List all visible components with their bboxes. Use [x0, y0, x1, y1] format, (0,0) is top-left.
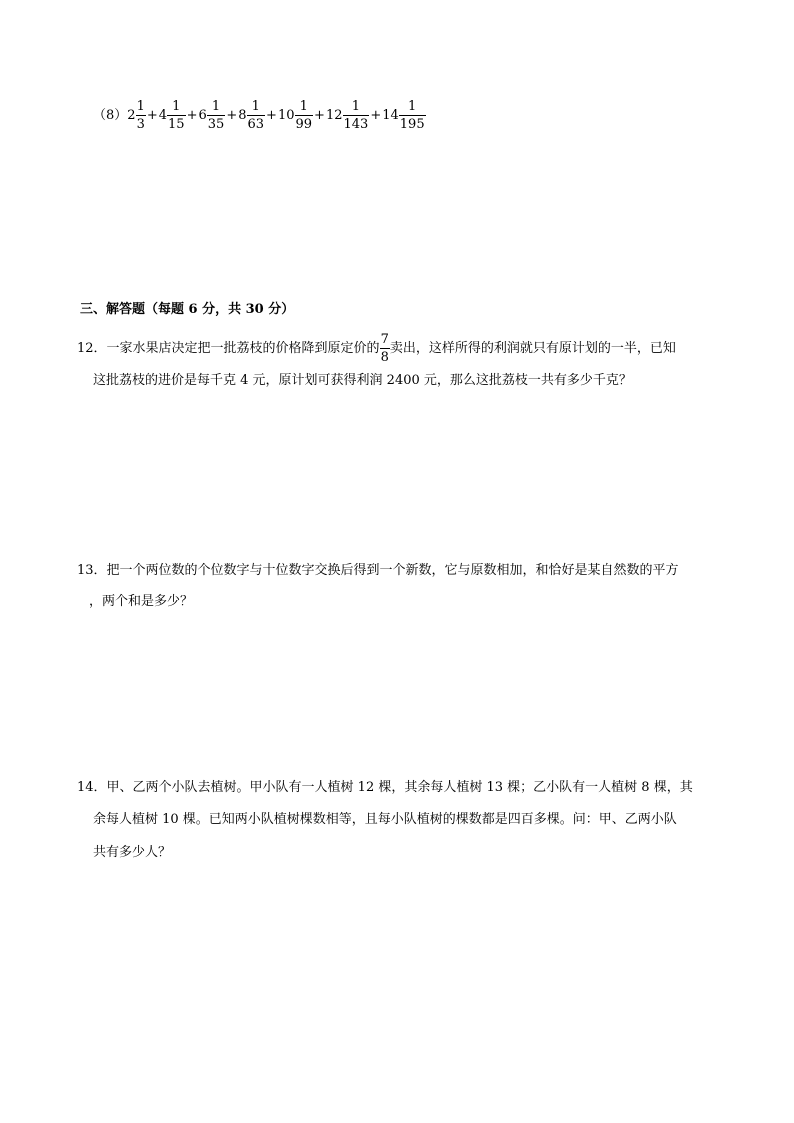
q13-text-line1: 把一个两位数的个位数字与十位数字交换后得到一个新数，它与原数相加，和恰好是某自然数的平方 — [106, 563, 679, 578]
q12-fraction-numerator: 7 — [380, 332, 389, 347]
fraction-denominator: 195 — [399, 117, 425, 132]
fraction-denominator: 35 — [207, 117, 225, 132]
mixed-number-fraction — [295, 100, 314, 131]
q12-text-after-fraction: 卖出，这样所得的利润就只有原计划的一半，已知 — [389, 341, 676, 356]
mixed-number-whole: 4 — [158, 108, 168, 123]
fraction-numerator: 1 — [399, 100, 426, 116]
fraction-numerator: 1 — [207, 100, 226, 116]
mixed-number-whole: 6 — [198, 108, 207, 123]
plus-operator: + — [314, 108, 325, 123]
q12-fraction — [380, 333, 390, 364]
mixed-number-fraction — [247, 100, 266, 131]
mixed-number-whole: 10 — [277, 108, 295, 123]
q12-number: 12． — [77, 341, 107, 356]
plus-operator: + — [266, 108, 277, 123]
fraction-numerator: 1 — [295, 100, 314, 116]
q14-number: 14． — [77, 780, 107, 795]
q12-line2: 这批荔枝的进价是每千克 4 元，原计划可获得利润 2400 元，那么这批荔枝一共有多少千克？ — [93, 373, 632, 388]
q13-line1 — [77, 564, 679, 577]
plus-operator: + — [370, 108, 382, 123]
q8-expression — [93, 100, 426, 131]
mixed-number-whole: 2 — [127, 108, 136, 123]
q8-terms — [127, 100, 425, 131]
fraction-numerator: 1 — [136, 99, 145, 114]
fraction-denominator: 99 — [295, 117, 313, 132]
mixed-number-fraction — [399, 100, 426, 131]
mixed-number-fraction — [207, 100, 226, 131]
mixed-number-whole: 8 — [238, 108, 247, 123]
q14-line3: 共有多少人？ — [93, 845, 172, 860]
q14-line2: 余每人植树 10 棵。已知两小队植树棵数相等，且每小队植树的棵数都是四百多棵。问：甲、乙两小队 — [93, 812, 677, 827]
q12-text-before-fraction: 一家水果店决定把一批荔枝的价格降到原定价的 — [106, 341, 380, 356]
q14-text-line1: 甲、乙两个小队去植树。甲小队有一人植树 12 棵，其余每人植树 13 棵；乙小队有一人植树 8 棵，其 — [106, 780, 693, 795]
fraction-denominator: 15 — [168, 117, 185, 132]
plus-operator: + — [146, 108, 158, 123]
plus-operator: + — [226, 108, 238, 123]
q13-number: 13． — [77, 563, 107, 578]
mixed-number-whole: 14 — [382, 108, 399, 123]
fraction-numerator: 1 — [167, 100, 186, 116]
fraction-denominator: 3 — [136, 117, 145, 132]
mixed-number-fraction — [343, 100, 370, 131]
section-heading: 三、解答题（每题 6 分，共 30 分） — [80, 302, 295, 317]
fraction-denominator: 143 — [343, 117, 369, 132]
fraction-denominator: 63 — [247, 117, 265, 132]
mixed-number-fraction — [136, 100, 146, 131]
mixed-number-whole: 12 — [325, 108, 343, 123]
plus-operator: + — [186, 108, 198, 123]
q12-fraction-denominator: 8 — [380, 350, 389, 365]
q13-line2: ，两个和是多少？ — [89, 594, 194, 609]
mixed-number-fraction — [167, 100, 186, 131]
fraction-numerator: 1 — [247, 100, 266, 116]
fraction-numerator: 1 — [343, 100, 370, 116]
q14-line1 — [77, 781, 693, 794]
q8-label: （8） — [93, 108, 128, 123]
q12-line1 — [77, 333, 676, 364]
